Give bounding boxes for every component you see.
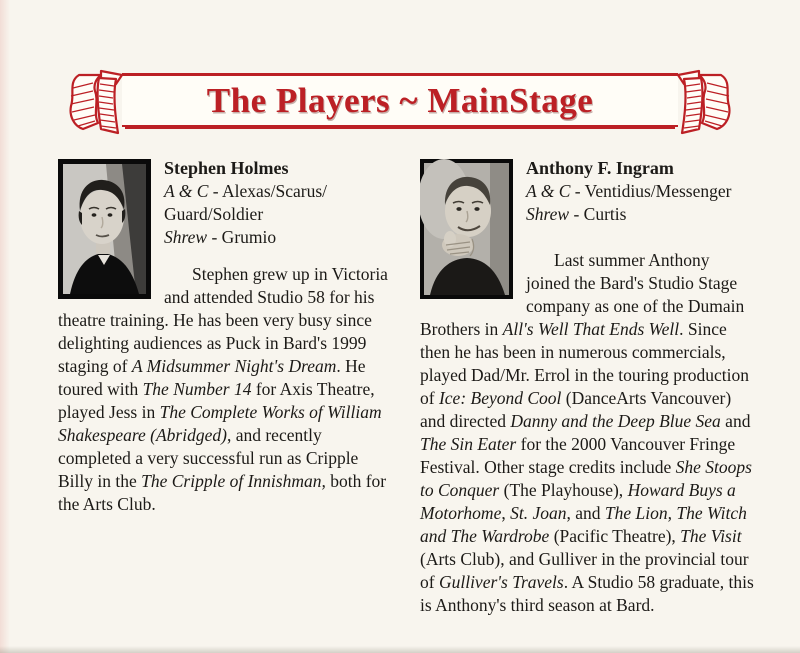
stephen-holmes-photo — [58, 159, 151, 299]
player-name: Stephen Holmes — [164, 158, 289, 178]
banner-band — [122, 73, 678, 127]
player-bio-text: Stephen grew up in Victoria and attended Studio 58 for his theatre training. He has been very busy since delighting audiences as Puck in Bard's 1999 staging of A Midsummer Night's Dream. He toured with The Number 14 for Axis Theatre, played Jess in The Complete Works of William Shakespeare (Abridged), and recently completed a very successful run as Cripple Billy in the The Cripple of Innishman, both for the Arts Club. — [58, 264, 388, 514]
page-title: The Players ~ MainStage — [206, 80, 594, 120]
banner-scroll-right-icon — [662, 66, 738, 136]
player-bio-stephen-holmes — [58, 157, 394, 617]
player-name: Anthony F. Ingram — [526, 158, 674, 178]
scan-bottom-shadow — [0, 646, 800, 653]
credit-line: Shrew - Grumio — [164, 227, 277, 247]
credit-line: Shrew - Curtis — [526, 204, 627, 224]
player-bio-anthony-ingram — [420, 157, 756, 617]
player-bio-text: Last summer Anthony joined the Bard's Studio Stage company as one of the Dumain Brothers in All's Well That Ends Well. Since then he has been in numerous commercials, played Dad/Mr. Errol in the touring production of Ice: Beyond Cool (DanceArts Vancouver) and directed Danny and the Deep Blue Sea and The Sin Eater for the 2000 Vancouver Fringe Festival. Other stage credits include She Stoops to Conquer (The Playhouse), Howard Buys a Motorhome, St. Joan, and The Lion, The Witch and The Wardrobe (Pacific Theatre), The Visit (Arts Club), and Gulliver in the provincial tour of Gulliver's Travels. A Studio 58 graduate, this is Anthony's third season at Bard. — [420, 250, 754, 615]
banner — [62, 66, 738, 136]
credit-line: Guard/Soldier — [164, 204, 264, 224]
credit-line: A & C - Ventidius/Messenger — [526, 181, 732, 201]
banner-scroll-left-icon — [62, 66, 138, 136]
anthony-ingram-photo — [420, 159, 513, 299]
players-columns — [58, 157, 756, 617]
credit-line: A & C - Alexas/Scarus/ — [164, 181, 328, 201]
scan-left-edge — [0, 0, 10, 653]
